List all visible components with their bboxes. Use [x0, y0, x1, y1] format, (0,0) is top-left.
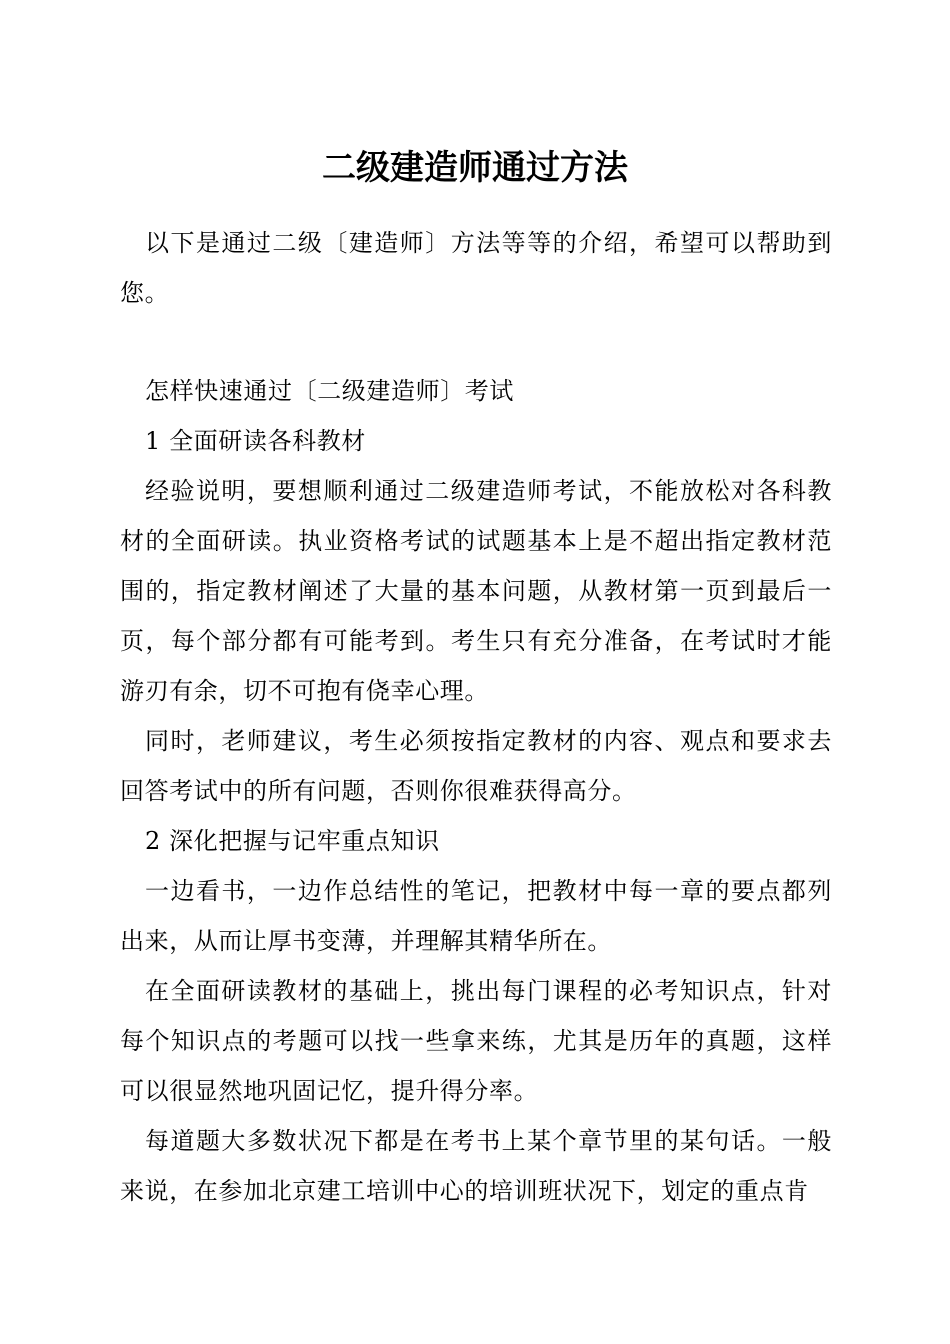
intro-paragraph: 以下是通过二级〔建造师〕方法等等的介绍，希望可以帮助到您。: [120, 229, 832, 307]
paragraph: 每道题大多数状况下都是在考书上某个章节里的某句话。一般来说，在参加北京建工培训中心的培训班状况下，划定的重点肯: [120, 1127, 832, 1205]
paragraph: 在全面研读教材的基础上，挑出每门课程的必考知识点，针对每个知识点的考题可以找一些拿来练，尤其是历年的真题，这样可以很显然地巩固记忆，提升得分率。: [120, 977, 832, 1105]
document-title: 二级建造师通过方法: [322, 148, 628, 188]
subheading-2: 2 深化把握与记牢重点知识: [145, 827, 440, 855]
paragraph: 经验说明，要想顺利通过二级建造师考试，不能放松对各科教材的全面研读。执业资格考试的试题基本上是不超出指定教材范围的，指定教材阐述了大量的基本问题，从教材第一页到最后一页，每个部分都有可能考到。考生只有充分准备，在考试时才能游刃有余，切不可抱有侥幸心理。: [120, 477, 832, 705]
content-block: [120, 366, 832, 1216]
subheading-1: 1 全面研读各科教材: [145, 427, 366, 455]
paragraph: 一边看书，一边作总结性的笔记，把教材中每一章的要点都列出来，从而让厚书变薄，并理解其精华所在。: [120, 877, 832, 955]
paragraph: 同时，老师建议，考生必须按指定教材的内容、观点和要求去回答考试中的所有问题，否则你很难获得高分。: [120, 727, 832, 805]
intro-block: [120, 218, 832, 318]
section-heading: 怎样快速通过〔二级建造师〕考试: [145, 377, 514, 405]
